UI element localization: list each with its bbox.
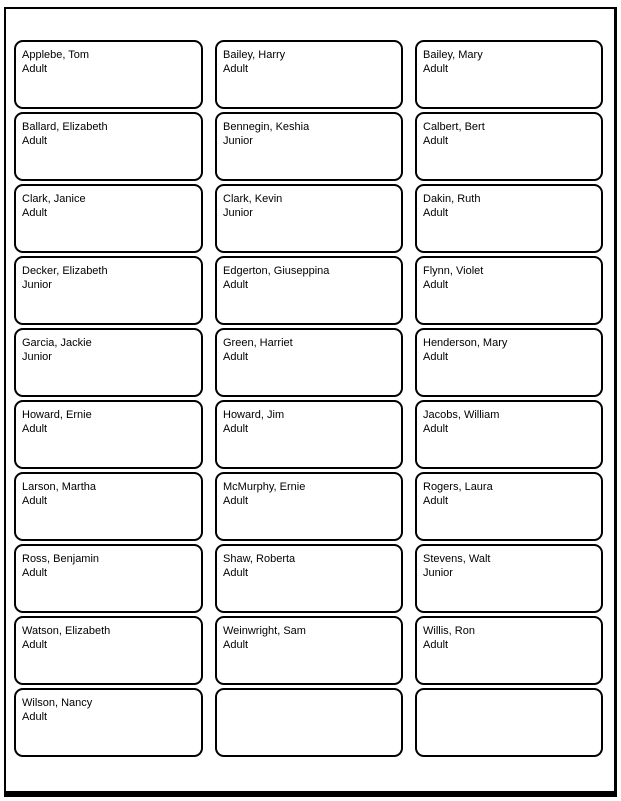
member-name: Watson, Elizabeth xyxy=(22,625,111,637)
member-type: Adult xyxy=(22,710,48,723)
report-page xyxy=(4,7,617,797)
member-name: Weinwright, Sam xyxy=(223,625,306,637)
member-name: Ross, Benjamin xyxy=(22,553,100,565)
member-type: Adult xyxy=(22,494,48,507)
label-cell xyxy=(415,400,603,469)
member-type: Adult xyxy=(223,422,249,435)
label-cell xyxy=(215,184,403,253)
member-name: Flynn, Violet xyxy=(423,265,484,277)
member-type: Adult xyxy=(22,422,48,435)
member-type: Adult xyxy=(22,638,48,651)
member-name: Wilson, Nancy xyxy=(22,697,93,709)
member-type: Adult xyxy=(223,566,249,579)
label-cell xyxy=(215,328,403,397)
member-type: Adult xyxy=(223,62,249,75)
label-cell xyxy=(215,688,403,757)
label-cell xyxy=(215,472,403,541)
member-name: Ballard, Elizabeth xyxy=(22,121,108,133)
label-cell xyxy=(14,40,203,109)
member-type: Adult xyxy=(223,350,249,363)
label-cell xyxy=(215,112,403,181)
label-cell xyxy=(14,544,203,613)
member-name: Howard, Ernie xyxy=(22,409,92,421)
labels-sheet xyxy=(14,40,603,757)
member-name: Dakin, Ruth xyxy=(423,193,481,205)
label-cell xyxy=(415,472,603,541)
member-name: Green, Harriet xyxy=(223,337,293,349)
member-type: Adult xyxy=(423,62,449,75)
label-cell xyxy=(415,328,603,397)
member-name: Bennegin, Keshia xyxy=(223,121,310,133)
member-name: Larson, Martha xyxy=(22,481,96,493)
member-name: Clark, Janice xyxy=(22,193,86,205)
member-type: Adult xyxy=(423,638,449,651)
member-type: Adult xyxy=(423,494,449,507)
member-type: Adult xyxy=(22,206,48,219)
member-name: Stevens, Walt xyxy=(423,553,491,565)
label-cell xyxy=(215,40,403,109)
member-name: Shaw, Roberta xyxy=(223,553,296,565)
label-cell xyxy=(415,544,603,613)
label-cell xyxy=(415,184,603,253)
label-cell xyxy=(415,616,603,685)
member-type: Adult xyxy=(423,206,449,219)
member-type: Adult xyxy=(223,278,249,291)
member-name: Garcia, Jackie xyxy=(22,337,92,349)
member-name: Decker, Elizabeth xyxy=(22,265,108,277)
label-cell xyxy=(14,616,203,685)
label-cell xyxy=(215,616,403,685)
member-type: Junior xyxy=(22,278,52,291)
member-type: Junior xyxy=(223,134,253,147)
member-name: Edgerton, Giuseppina xyxy=(223,265,330,277)
label-cell xyxy=(415,40,603,109)
member-type: Adult xyxy=(423,134,449,147)
label-cell xyxy=(415,112,603,181)
label-cell xyxy=(215,256,403,325)
label-cell xyxy=(14,112,203,181)
member-type: Adult xyxy=(423,350,449,363)
member-name: Rogers, Laura xyxy=(423,481,493,493)
label-cell xyxy=(415,688,603,757)
member-name: McMurphy, Ernie xyxy=(223,481,306,493)
member-type: Junior xyxy=(223,206,253,219)
member-name: Clark, Kevin xyxy=(223,193,283,205)
member-type: Adult xyxy=(423,422,449,435)
member-name: Henderson, Mary xyxy=(423,337,508,349)
member-name: Bailey, Harry xyxy=(223,49,286,61)
label-cell xyxy=(14,328,203,397)
member-type: Junior xyxy=(22,350,52,363)
member-type: Junior xyxy=(423,566,453,579)
label-cell xyxy=(14,688,203,757)
member-type: Adult xyxy=(223,638,249,651)
member-name: Bailey, Mary xyxy=(423,49,483,61)
label-cell xyxy=(215,544,403,613)
label-cell xyxy=(14,256,203,325)
label-cell xyxy=(215,400,403,469)
member-name: Howard, Jim xyxy=(223,409,285,421)
member-type: Adult xyxy=(22,62,48,75)
member-name: Willis, Ron xyxy=(423,625,475,637)
member-name: Calbert, Bert xyxy=(423,121,485,133)
member-name: Applebe, Tom xyxy=(22,49,90,61)
label-cell xyxy=(14,184,203,253)
label-cell xyxy=(14,400,203,469)
member-type: Adult xyxy=(22,134,48,147)
member-name: Jacobs, William xyxy=(423,409,500,421)
member-type: Adult xyxy=(423,278,449,291)
member-type: Adult xyxy=(22,566,48,579)
member-type: Adult xyxy=(223,494,249,507)
label-cell xyxy=(14,472,203,541)
label-cell xyxy=(415,256,603,325)
